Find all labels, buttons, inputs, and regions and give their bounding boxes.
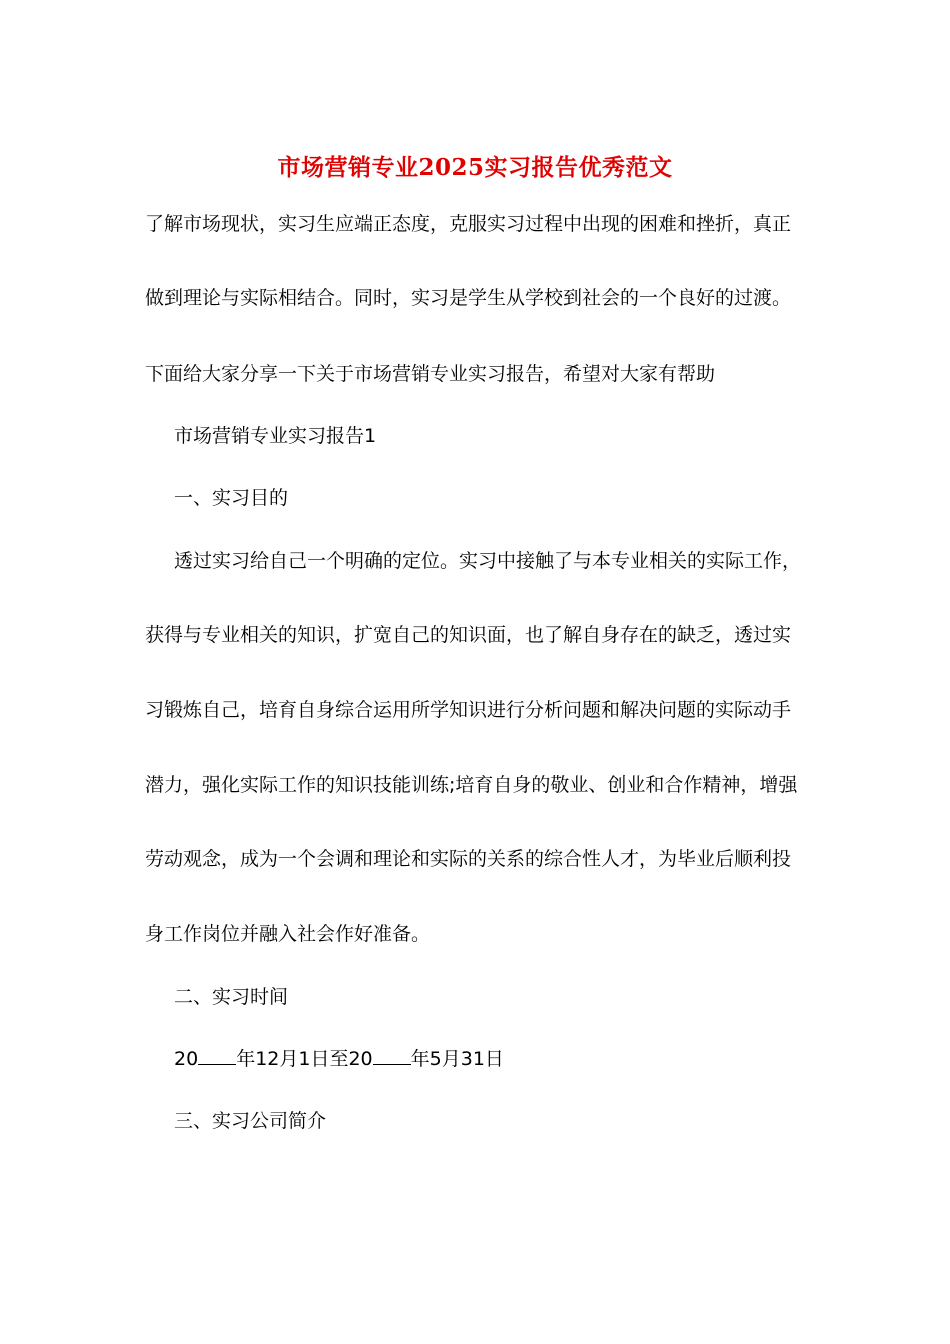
blank-underline xyxy=(373,1046,411,1065)
paragraph-line: 潜力，强化实际工作的知识技能训练;培育自身的敬业、创业和合作精神，增强 xyxy=(145,774,798,796)
paragraph-line: 做到理论与实际相结合。同时，实习是学生从学校到社会的一个良好的过渡。 xyxy=(145,287,792,309)
date-part: 年5月31日 xyxy=(410,1048,504,1070)
blank-underline xyxy=(198,1046,236,1065)
report-heading: 市场营销专业实习报告1 xyxy=(174,425,377,447)
date-part: 年12月1日至20 xyxy=(236,1048,373,1070)
paragraph-line: 劳动观念，成为一个会调和理论和实际的关系的综合性人才，为毕业后顺利投 xyxy=(145,848,792,870)
paragraph-line: 透过实习给自己一个明确的定位。实习中接触了与本专业相关的实际工作， xyxy=(174,550,802,572)
section-heading: 三、实习公司简介 xyxy=(174,1110,327,1132)
date-line xyxy=(174,1045,504,1073)
document-title: 市场营销专业2025实习报告优秀范文 xyxy=(277,154,673,181)
section-heading: 一、实习目的 xyxy=(174,487,289,509)
paragraph-line: 下面给大家分享一下关于市场营销专业实习报告，希望对大家有帮助 xyxy=(145,363,716,385)
date-part: 20 xyxy=(174,1048,199,1070)
paragraph-line: 身工作岗位并融入社会作好准备。 xyxy=(145,923,431,945)
section-heading: 二、实习时间 xyxy=(174,986,289,1008)
paragraph-line: 习锻炼自己，培育自身综合运用所学知识进行分析问题和解决问题的实际动手 xyxy=(145,699,792,721)
paragraph-line: 了解市场现状，实习生应端正态度，克服实习过程中出现的困难和挫折，真正 xyxy=(145,213,792,235)
paragraph-line: 获得与专业相关的知识，扩宽自己的知识面，也了解自身存在的缺乏，透过实 xyxy=(145,624,792,646)
